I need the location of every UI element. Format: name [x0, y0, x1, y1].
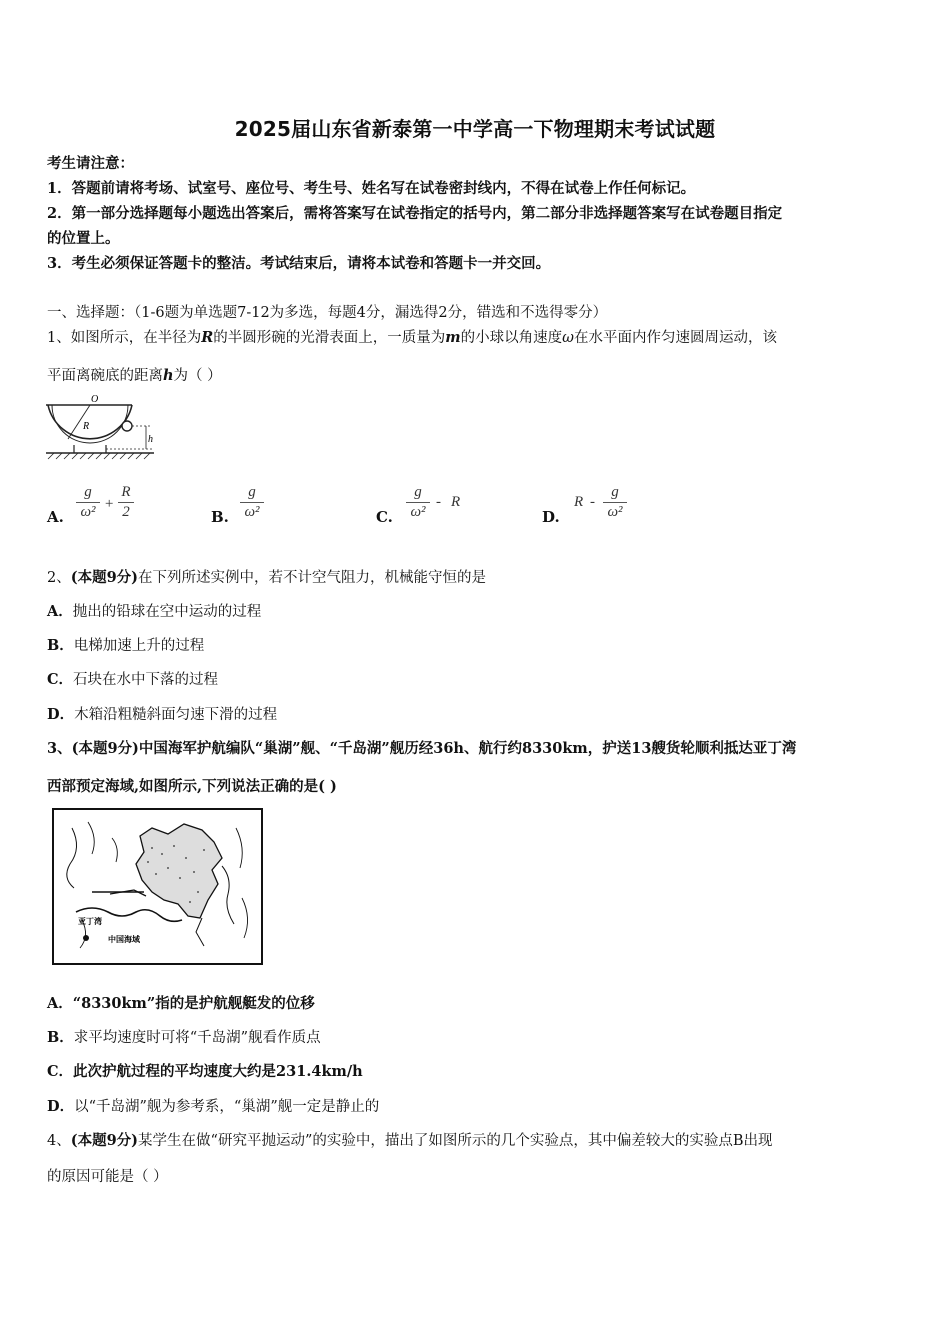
q1-option-d-letter[interactable]: D.: [542, 508, 560, 526]
q1-option-a-op: +: [104, 496, 115, 512]
map-figure: [52, 808, 264, 966]
q1-option-d-op: -: [590, 494, 595, 510]
q3-option-b[interactable]: B．求平均速度时可将“千岛湖”舰看作质点: [47, 1029, 321, 1046]
label-h: h: [148, 434, 153, 445]
q3-option-c[interactable]: C．此次护航过程的平均速度大约是231.4km/h: [47, 1063, 363, 1080]
q1-option-a-frac2: R 2: [118, 484, 134, 521]
q1-option-c-frac: g ω²: [406, 484, 430, 521]
q1-option-c-op: -: [436, 494, 441, 510]
q1-option-a-letter[interactable]: A.: [47, 508, 64, 526]
q2-option-b[interactable]: B．电梯加速上升的过程: [47, 637, 205, 654]
q1-option-b-frac: g ω²: [240, 484, 264, 521]
bowl-figure: [44, 393, 162, 465]
q3-option-d[interactable]: D．以“千岛湖”舰为参考系，“巢湖”舰一定是静止的: [47, 1098, 380, 1115]
q3-stem-line2: 西部预定海域,如图所示,下列说法正确的是( ): [47, 778, 337, 795]
q3-stem-line1: 3、(本题9分)中国海军护航编队“巢湖”舰、“千岛湖”舰历经36h、航行约8330km，护送13艘货轮顺利抵达亚丁湾: [47, 740, 797, 757]
notice-item-1: 1．答题前请将考场、试室号、座位号、考生号、姓名写在试卷密封线内，不得在试卷上作任何标记。: [47, 180, 696, 197]
q1-option-b-letter[interactable]: B.: [211, 508, 229, 526]
notice-item-2: 2．第一部分选择题每小题选出答案后，需将答案写在试卷指定的括号内，第二部分非选择题答案写在试卷题目指定: [47, 205, 783, 222]
q4-stem-line1: 4、(本题9分)某学生在做“研究平抛运动”的实验中，描出了如图所示的几个实验点，其中偏差较大的实验点B出现: [47, 1132, 773, 1149]
map-label-left: 亚丁湾: [78, 917, 102, 926]
q2-stem: 2、(本题9分)在下列所述实例中，若不计空气阻力，机械能守恒的是: [47, 569, 487, 586]
q1-option-d-frac: g ω²: [603, 484, 627, 521]
q1-option-d-lead: R: [574, 494, 584, 510]
q3-option-a[interactable]: A．“8330km”指的是护航舰艇发的位移: [47, 995, 315, 1012]
notice-item-3: 3．考生必须保证答题卡的整洁。考试结束后，请将本试卷和答题卡一并交回。: [47, 255, 551, 272]
q1-option-a-frac1: g ω²: [76, 484, 100, 521]
q1-option-c-letter[interactable]: C.: [376, 508, 393, 526]
q1-stem-line2: 平面离碗底的距离h为（ ）: [47, 367, 222, 384]
notice-heading: 考生请注意：: [47, 155, 134, 172]
label-R: R: [83, 421, 90, 432]
q1-option-c-tail: R: [451, 494, 461, 510]
q1-stem-line1: 1、如图所示，在半径为R的半圆形碗的光滑表面上，一质量为m的小球以角速度ω在水平面内作匀速圆周运动，该: [47, 329, 777, 346]
notice-item-2-cont: 的位置上。: [47, 230, 120, 247]
section-heading: 一、选择题：（1-6题为单选题7-12为多选，每题4分，漏选得2分，错选和不选得零分）: [47, 305, 608, 321]
label-O: O: [91, 394, 99, 405]
q2-option-d[interactable]: D．木箱沿粗糙斜面匀速下滑的过程: [47, 706, 278, 723]
q2-option-a[interactable]: A．抛出的铅球在空中运动的过程: [47, 603, 262, 620]
q2-option-c[interactable]: C．石块在水中下落的过程: [47, 671, 219, 688]
q4-stem-line2: 的原因可能是（ ）: [47, 1169, 168, 1185]
map-label-right: 中国海域: [108, 935, 140, 944]
page-title: 2025届山东省新泰第一中学高一下物理期末考试试题: [234, 117, 716, 141]
